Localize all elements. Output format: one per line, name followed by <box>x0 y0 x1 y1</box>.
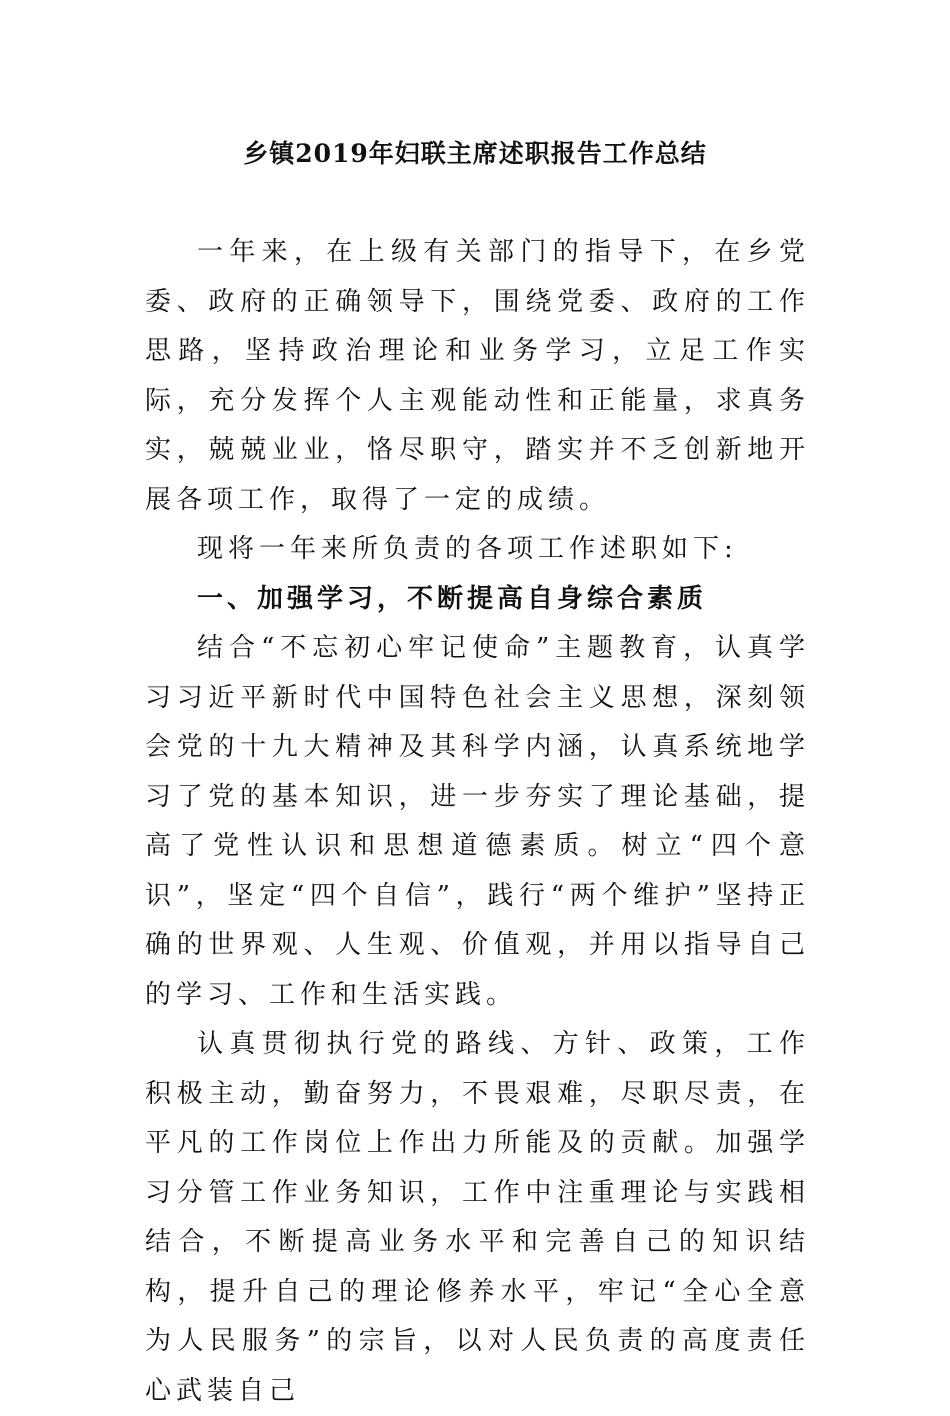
section-heading-1: 一、加强学习，不断提高自身综合素质 <box>197 583 708 614</box>
implementation-paragraph: 认真贯彻执行党的路线、方针、政策，工作积极主动，勤奋努力，不畏艰难，尽职尽责，在平凡的工作岗位上作出力所能及的贡献。加强学习分管工作业务知识，工作中注重理论与实践相结合，不断提高业务水平和完善自己的知识结构，提升自己的理论修养水平，牢记“全心全意为人民服务”的宗旨，以对人民负责的高度责任心武装自己 <box>145 1029 810 1406</box>
document-title: 乡镇2019年妇联主席述职报告工作总结 <box>243 139 707 168</box>
study-paragraph: 结合“不忘初心牢记使命”主题教育，认真学习习近平新时代中国特色社会主义思想，深刻领会党的十九大精神及其科学内涵，认真系统地学习了党的基本知识，进一步夯实了理论基础，提高了党性认识和思想道德素质。树立“四个意识”，坚定“四个自信”，践行“两个维护”坚持正确的世界观、人生观、价值观，并用以指导自己的学习、工作和生活实践。 <box>145 633 810 1010</box>
intro-paragraph: 一年来，在上级有关部门的指导下，在乡党委、政府的正确领导下，围绕党委、政府的工作思路，坚持政治理论和业务学习，立足工作实际，充分发挥个人主观能动性和正能量，求真务实，兢兢业业，恪尽职守，踏实并不乏创新地开展各项工作，取得了一定的成绩。 <box>145 237 810 515</box>
overview-paragraph: 现将一年来所负责的各项工作述职如下: <box>197 534 738 564</box>
document-body <box>145 228 810 1416</box>
